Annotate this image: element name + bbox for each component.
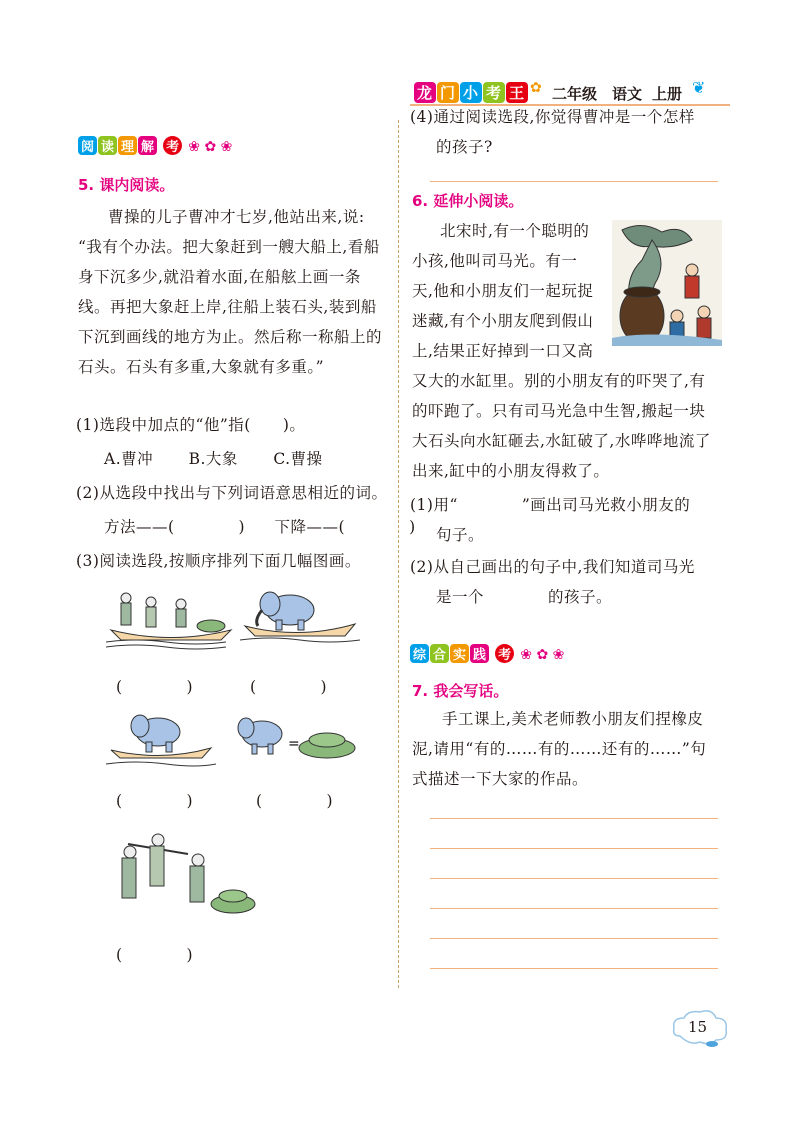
q5-title: 5. 课内阅读。 [78,176,175,194]
prompt-line: 泥,请用“有的……有的……还有的……”句 [412,740,707,758]
page-number: 15 [688,1018,708,1036]
q5-sub4-line: 的孩子? [436,138,493,156]
blank-picture-1[interactable]: ( ) [116,678,194,696]
passage-line: 北宋时,有一个聪明的 [440,222,590,240]
tag-char: 合 [430,644,449,663]
picture-elephant-boat [240,588,360,648]
picture-elephant-equals-stones [232,714,362,764]
q6-sub1 [410,490,730,550]
q5-sub4-line: (4)通过阅读选段,你觉得曹冲是一个怎样 [410,108,695,126]
blank-picture-3[interactable]: ( ) [116,792,194,810]
answer-line-q5-4[interactable] [430,181,718,182]
writing-line[interactable] [430,908,718,909]
passage-line: 大石头向水缸砸去,水缸破了,水哗哗地流了 [412,432,711,450]
tag-char: 理 [118,136,137,155]
brand-char: 门 [437,82,459,103]
picture-elephant-line [106,712,216,772]
picture-weighing-stones [108,830,258,920]
q6-sub1-line: 句子。 [436,526,485,544]
q6-sub1-line: (1)用“ ”画出司马光救小朋友的 [410,496,691,514]
q5-sub2-items [104,512,416,542]
q7-title: 7. 我会写话。 [412,682,509,700]
passage-line: 天,他和小朋友们一起玩捉 [412,282,594,300]
passage-line: “我有个办法。把大象赶到一艘大船上,看船 [78,238,380,256]
passage-line: 出来,缸中的小朋友得救了。 [412,462,610,480]
q5-sub1: (1)选段中加点的“他”指( )。 [76,416,306,434]
subject-label: 语文 [612,85,643,103]
tag-char: 实 [450,644,469,663]
passage-line: 的吓跑了。只有司马光急中生智,搬起一块 [412,402,706,420]
brand-char: 考 [483,82,505,103]
writing-line[interactable] [430,848,718,849]
butterfly-icon: ✿ [530,80,542,96]
writing-line[interactable] [430,878,718,879]
writing-line[interactable] [430,938,718,939]
tag-char: 读 [98,136,117,155]
passage-line: 小孩,他叫司马光。有一 [412,252,578,270]
blank-picture-2[interactable]: ( ) [250,678,328,696]
passage-line: 线。再把大象赶上岸,往船上装石头,装到船 [78,298,377,316]
bear-badge-icon: 考 [163,136,182,155]
prompt-line: 式描述一下大家的作品。 [412,770,589,788]
section-tag-reading [78,136,232,160]
tag-char: 综 [410,644,429,663]
volume-label: 上册 [652,85,683,103]
butterfly-icon: ❀ ✿ ❀ [520,647,565,663]
q6-sub2 [410,552,730,612]
q5-sub3: (3)阅读选段,按顺序排列下面几幅图画。 [76,552,361,570]
synonym-blank-1[interactable]: 方法——( ) [104,518,246,536]
option-c[interactable]: C.曹操 [273,450,323,468]
option-a[interactable]: A.曹冲 [104,450,154,468]
svg-text:=: = [288,736,300,752]
passage-line: 上,结果正好掉到一口又高 [412,342,594,360]
q7-prompt [412,704,728,794]
prompt-line: 手工课上,美术老师教小朋友们捏橡皮 [442,710,704,728]
passage-line: 石头。石头有多重,大象就有多重。” [78,358,325,376]
q6-sub2-line: (2)从自己画出的句子中,我们知道司马光 [410,558,695,576]
q6-title: 6. 延伸小阅读。 [412,192,524,210]
tag-char: 践 [470,644,489,663]
q5-options [104,444,353,474]
section-tag-practice [410,644,564,668]
q6-sub2-line: 是一个 的孩子。 [436,588,613,606]
writing-line[interactable] [430,818,718,819]
blank-picture-4[interactable]: ( ) [256,792,334,810]
brand-char: 王 [506,82,528,103]
illustration-sima-guang [612,220,722,346]
option-b[interactable]: B.大象 [188,450,238,468]
passage-line: 下沉到画线的地方为止。然后称一称船上的 [78,328,383,346]
passage-line: 迷藏,有个小朋友爬到假山 [412,312,594,330]
q5-sub2: (2)从选段中找出与下列词语意思相近的词。 [76,484,388,502]
brand-char: 小 [460,82,482,103]
passage-line: 又大的水缸里。别的小朋友有的吓哭了,有 [412,372,706,390]
grade-label: 二年级 [552,85,598,103]
writing-line[interactable] [430,968,718,969]
bear-badge-icon: 考 [495,644,514,663]
tag-char: 解 [138,136,157,155]
column-divider [398,120,399,988]
butterfly-icon: ❦ [692,78,706,97]
brand-char: 龙 [414,82,436,103]
q5-sub4 [410,102,730,162]
passage-line: 曹操的儿子曹冲才七岁,他站出来,说: [108,208,365,226]
butterfly-icon: ❀ ✿ ❀ [188,139,233,155]
picture-loading-stones [106,590,236,650]
brand-logo [414,82,529,103]
blank-picture-5[interactable]: ( ) [116,946,194,964]
passage-line: 身下沉多少,就沿着水面,在船舷上画一条 [78,268,361,286]
q5-passage [78,202,390,382]
synonym-blank-2[interactable]: 下降——( ) [274,518,416,536]
tag-char: 阅 [78,136,97,155]
